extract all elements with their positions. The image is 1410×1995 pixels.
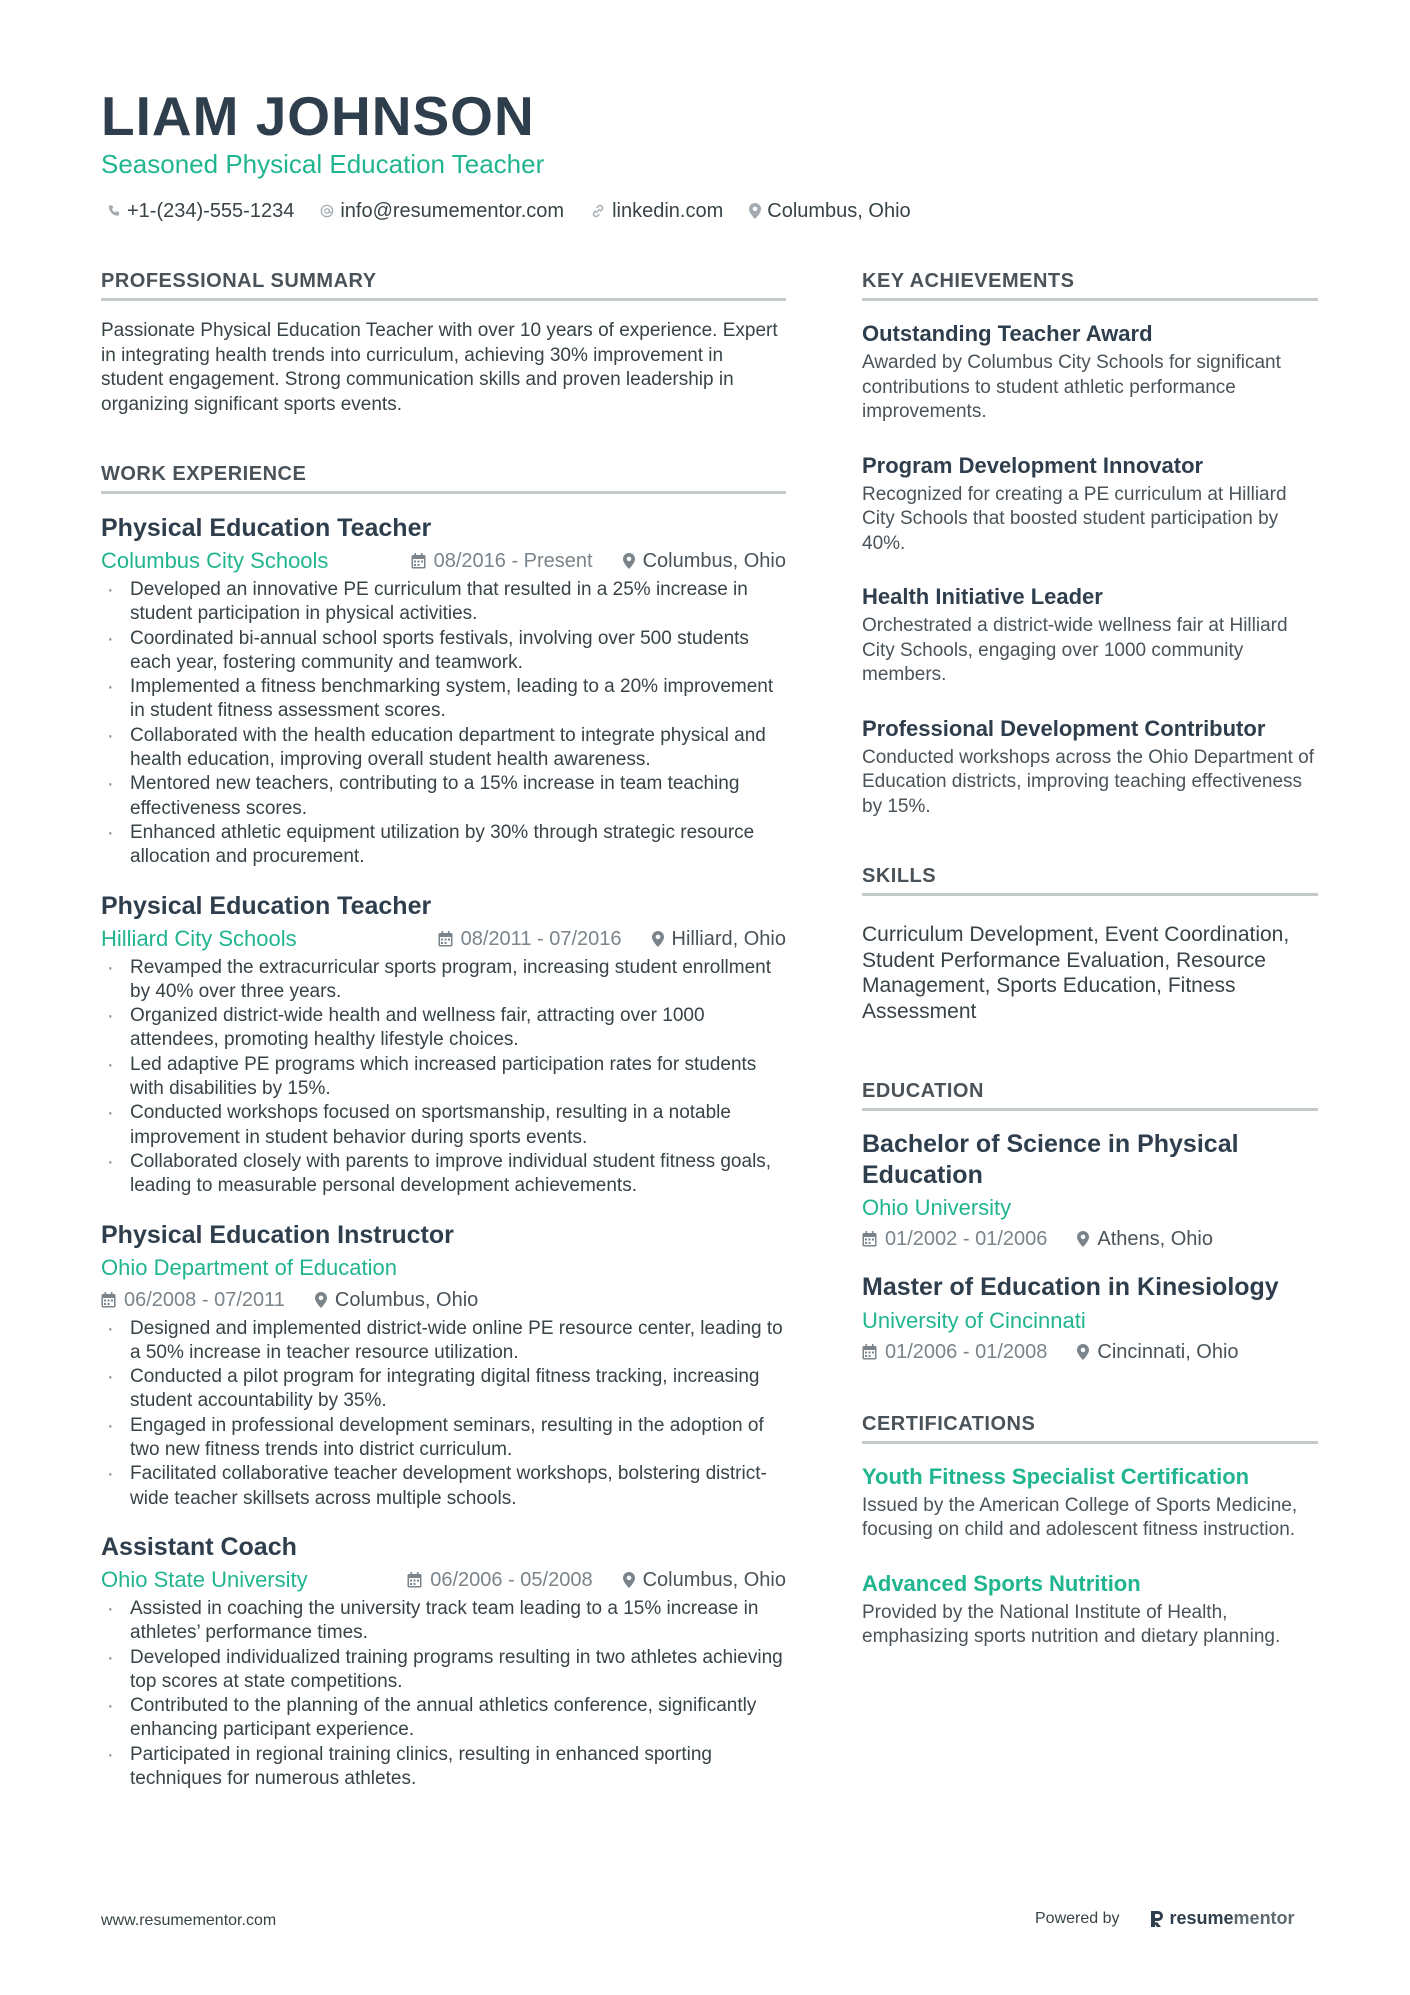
job-bullet: · Organized district-wide health and wellness fair, attracting over 1000 attendees, promoting healthy lifestyle choices. (101, 1004, 786, 1053)
right-column (862, 268, 1318, 1676)
job-entry (101, 890, 786, 1199)
achievement-title: Professional Development Contributor (862, 715, 1266, 741)
contact-linkedin[interactable] (590, 197, 723, 225)
education-dates: 01/2002 - 01/2006 (862, 1224, 1047, 1254)
contact-location (749, 197, 910, 225)
job-meta (101, 1253, 786, 1283)
job-bullets (101, 578, 786, 870)
left-column (101, 268, 786, 1811)
job-bullet: · Assisted in coaching the university track team leading to a 15% increase in athletes’ performance times. (101, 1597, 786, 1646)
achievement-title: Outstanding Teacher Award (862, 321, 1153, 346)
job-bullet: · Designed and implemented district-wide online PE resource center, leading to a 50% increase in teacher resource utilization. (101, 1317, 786, 1366)
job-company: Hilliard City Schools (101, 925, 297, 951)
job-date-location (101, 1285, 786, 1315)
job-company: Ohio Department of Education (101, 1254, 397, 1280)
calendar-icon (862, 1231, 877, 1247)
job-entry (101, 1531, 786, 1791)
job-bullet: · Participated in regional training clinics, resulting in enhanced sporting techniques for numerous athletes. (101, 1743, 786, 1792)
footer-website[interactable]: www.resumementor.com (101, 1912, 277, 1929)
job-bullet: · Developed an innovative PE curriculum that resulted in a 25% increase in student participation in physical activities. (101, 578, 786, 627)
contact-email-text: info@resumementor.com (340, 200, 565, 222)
job-bullet: · Contributed to the planning of the annual athletics conference, significantly enhancing participant experience. (101, 1694, 786, 1743)
job-date-location (411, 546, 786, 576)
job-dates: 08/2011 - 07/2016 (438, 924, 622, 954)
location-pin-icon (315, 1292, 327, 1308)
education-school: Ohio University (862, 1195, 1012, 1220)
education-item (862, 1129, 1318, 1254)
achievement-title: Health Initiative Leader (862, 584, 1103, 609)
job-bullet: · Implemented a fitness benchmarking system, leading to a 20% improvement in student fitness assessment scores. (101, 675, 786, 724)
brand-name-part1: resume (1169, 1908, 1234, 1928)
contact-location-text: Columbus, Ohio (767, 200, 911, 222)
contact-phone-text: +1-(234)-555-1234 (127, 200, 295, 222)
education-degree: Bachelor of Science in Physical Education (862, 1130, 1239, 1189)
brand-logo[interactable] (1150, 1908, 1295, 1929)
achievement-item (862, 582, 1318, 688)
education-school: University of Cincinnati (862, 1307, 1086, 1333)
achievement-desc: Recognized for creating a PE curriculum at Hilliard City Schools that boosted student participation by 40%. (862, 483, 1287, 554)
job-meta (101, 1565, 786, 1595)
job-bullets (101, 1597, 786, 1791)
achievement-item (862, 714, 1318, 820)
phone-icon (107, 204, 121, 218)
certification-desc: Issued by the American College of Sports Medicine, focusing on child and adolescent fitness instruction. (862, 1494, 1298, 1540)
job-bullet: · Conducted workshops focused on sportsmanship, resulting in a notable improvement in student behavior during sports events. (101, 1101, 786, 1150)
contact-email[interactable] (320, 197, 564, 225)
summary-text: Passionate Physical Education Teacher with over 10 years of experience. Expert in integrating health trends into curriculum, achieving 30% improvement in student engagement. Strong communication skills and proven leadership in organizing significant sports events. (101, 320, 778, 415)
job-date-location (438, 924, 786, 954)
job-bullets (101, 1317, 786, 1511)
location-pin-icon (1077, 1344, 1089, 1360)
resumementor-logo-icon (1150, 1910, 1164, 1928)
job-meta (101, 924, 786, 954)
experience-heading: WORK EXPERIENCE (101, 461, 786, 494)
location-pin-icon (749, 203, 761, 219)
job-bullet: · Conducted a pilot program for integrating digital fitness tracking, increasing student accountability by 35%. (101, 1365, 786, 1414)
job-company: Ohio State University (101, 1566, 308, 1592)
education-location: Athens, Ohio (1077, 1224, 1213, 1254)
job-bullet: · Mentored new teachers, contributing to a 15% increase in team teaching effectiveness scores. (101, 772, 786, 821)
calendar-icon (101, 1292, 116, 1308)
contact-linkedin-text: linkedin.com (612, 200, 724, 222)
powered-by-label: Powered by (1035, 1909, 1120, 1927)
contact-bar (107, 197, 937, 225)
job-entry (101, 512, 786, 870)
job-title: Physical Education Teacher (101, 514, 432, 542)
job-company: Columbus City Schools (101, 548, 329, 573)
achievement-item (862, 319, 1318, 425)
education-heading: EDUCATION (862, 1078, 1318, 1111)
job-title: Physical Education Instructor (101, 1220, 454, 1249)
job-title: Assistant Coach (101, 1532, 297, 1561)
summary-heading: PROFESSIONAL SUMMARY (101, 268, 786, 301)
job-dates: 06/2008 - 07/2011 (101, 1285, 285, 1315)
job-entry (101, 1219, 786, 1511)
certifications-heading: CERTIFICATIONS (862, 1411, 1318, 1444)
achievement-desc: Awarded by Columbus City Schools for significant contributions to student athletic performance improvements. (862, 352, 1281, 422)
job-bullet: · Collaborated with the health education department to integrate physical and health education, improving overall student health awareness. (101, 724, 786, 773)
job-location: Columbus, Ohio (623, 1565, 786, 1595)
job-meta (101, 546, 786, 576)
at-icon (320, 204, 334, 218)
job-bullet: · Engaged in professional development seminars, resulting in the adoption of two new fitness trends into district curriculum. (101, 1414, 786, 1463)
education-item (862, 1272, 1318, 1367)
job-dates: 06/2006 - 05/2008 (407, 1565, 592, 1595)
certification-item (862, 1462, 1318, 1543)
candidate-title: Seasoned Physical Education Teacher (101, 149, 545, 179)
brand-name-part2: mentor (1233, 1908, 1295, 1928)
job-bullet: · Enhanced athletic equipment utilization by 30% through strategic resource allocation and procurement. (101, 821, 786, 870)
job-location: Columbus, Ohio (315, 1285, 478, 1315)
location-pin-icon (1077, 1231, 1089, 1247)
achievement-title: Program Development Innovator (862, 452, 1204, 478)
job-date-location-inline (101, 1285, 478, 1315)
job-location: Columbus, Ohio (623, 546, 786, 576)
calendar-icon (862, 1344, 877, 1360)
certification-title: Youth Fitness Specialist Certification (862, 1463, 1250, 1489)
job-bullet: · Led adaptive PE programs which increased participation rates for students with disabilities by 15%. (101, 1053, 786, 1102)
education-location: Cincinnati, Ohio (1077, 1337, 1238, 1367)
job-bullet: · Revamped the extracurricular sports program, increasing student enrollment by 40% over three years. (101, 956, 786, 1005)
skills-heading: SKILLS (862, 863, 1318, 896)
job-date-location (407, 1565, 786, 1595)
certification-desc: Provided by the National Institute of Health, emphasizing sports nutrition and dietary planning. (862, 1601, 1281, 1647)
certification-title: Advanced Sports Nutrition (862, 1570, 1141, 1596)
education-dates: 01/2006 - 01/2008 (862, 1337, 1047, 1367)
job-location: Hilliard, Ohio (652, 924, 786, 954)
education-degree: Master of Education in Kinesiology (862, 1273, 1279, 1301)
job-bullet: · Coordinated bi-annual school sports festivals, involving over 500 students each year, fostering community and teamwork. (101, 627, 786, 676)
education-meta (862, 1224, 1318, 1254)
certification-item (862, 1569, 1318, 1650)
location-pin-icon (623, 553, 635, 569)
link-icon (590, 203, 606, 219)
footer-powered-by (1035, 1908, 1295, 1929)
job-bullet: · Collaborated closely with parents to improve individual student fitness goals, leading to measurable personal development achievements. (101, 1150, 786, 1199)
contact-phone[interactable] (107, 197, 294, 225)
calendar-icon (411, 553, 426, 569)
job-dates: 08/2016 - Present (411, 546, 593, 576)
education-meta (862, 1337, 1318, 1367)
achievement-desc: Conducted workshops across the Ohio Department of Education districts, improving teaching effectiveness by 15%. (862, 746, 1315, 817)
achievement-desc: Orchestrated a district-wide wellness fair at Hilliard City Schools, engaging over 1000 community members. (862, 615, 1288, 685)
job-bullet: · Facilitated collaborative teacher development workshops, bolstering district-wide teacher skillsets across multiple schools. (101, 1462, 786, 1511)
candidate-name: LIAM JOHNSON (101, 85, 535, 147)
location-pin-icon (623, 1572, 635, 1588)
achievement-item (862, 451, 1318, 557)
achievements-heading: KEY ACHIEVEMENTS (862, 268, 1318, 301)
job-bullet: · Developed individualized training programs resulting in two athletes achieving top scores at state competitions. (101, 1646, 786, 1695)
calendar-icon (438, 931, 453, 947)
location-pin-icon (652, 931, 664, 947)
calendar-icon (407, 1572, 422, 1588)
job-bullets (101, 956, 786, 1199)
skills-text: Curriculum Development, Event Coordination, Student Performance Evaluation, Resource Management, Sports Education, Fitness Assessment (862, 923, 1290, 1023)
job-title: Physical Education Teacher (101, 891, 432, 920)
